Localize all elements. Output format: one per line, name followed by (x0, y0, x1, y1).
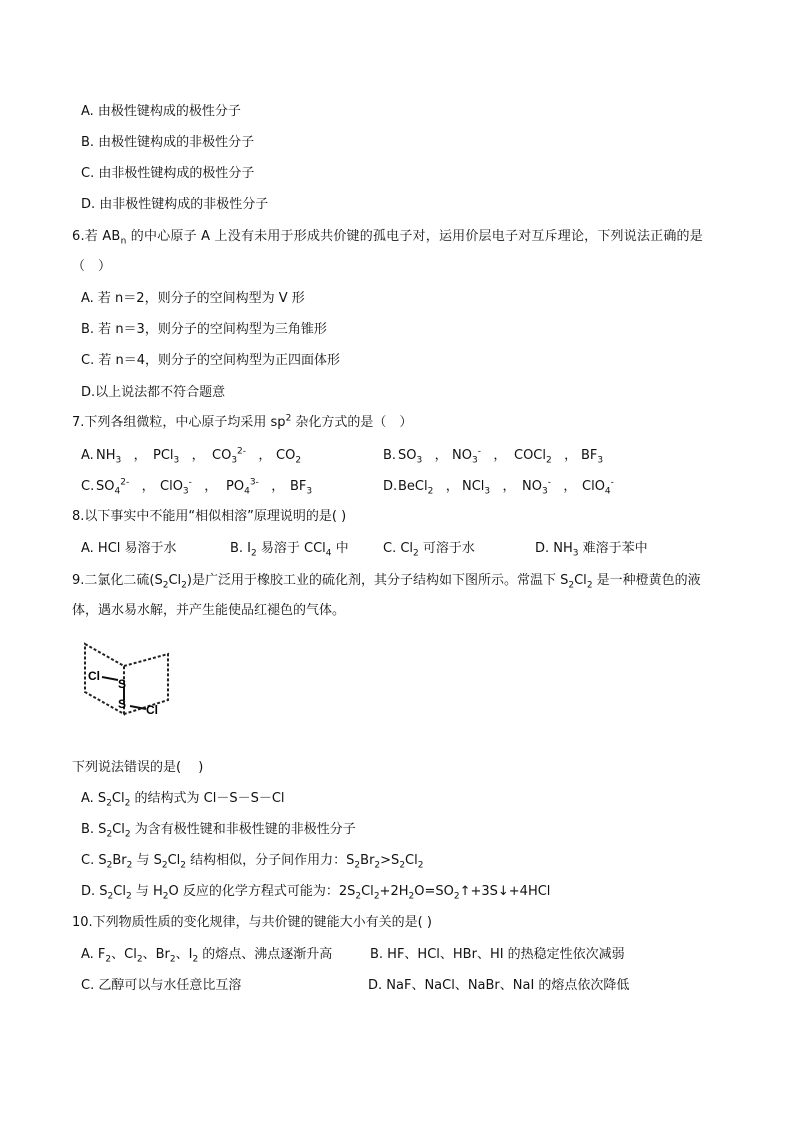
q7-b-item: $BF_3$ (581, 448, 604, 466)
q7-row-cd (0, 478, 794, 496)
q7-b-label: B. (383, 448, 397, 463)
q7-c-item: $PO_4^{3-}$ ， (226, 477, 285, 497)
q7-a-item: $CO_2$ (276, 448, 302, 466)
q7-d-label: D. (383, 479, 398, 494)
q7-b-item: $NO_3^-$ ， (452, 446, 507, 466)
q7-c-label: C. (81, 479, 95, 494)
q6-option-c: C. 若 n＝4，则分子的空间构型为正四面体形 (81, 353, 340, 368)
q7-a-item: $CO_3^{2-}$ ， (212, 446, 272, 466)
q10-option-d: D. NaF、NaCl、NaBr、NaI 的熔点依次降低 (368, 978, 630, 993)
q10-option-c: C. 乙醇可以与水任意比互溶 (81, 978, 242, 993)
q8-option-a: A. HCl 易溶于水 (81, 541, 177, 556)
bond-cl-s (102, 677, 118, 680)
q7-d-item: ClO$_4$- (582, 477, 614, 497)
q5-option-a: A. 由极性键构成的极性分子 (81, 104, 241, 119)
q7-a-item: $NH_3$ ， (96, 448, 147, 466)
q8-option-c: C. $Cl_2$ 可溶于水 (383, 541, 475, 559)
q9-stem-line2: 体，遇水易水解，并产生能使品红褪色的气体。 (72, 603, 346, 618)
q7-stem: 7.下列各组微粒，中心原子均采用 $sp^2$ 杂化方式的是（ ） (72, 413, 413, 430)
atom-cl-right: Cl (146, 703, 158, 717)
q8-options (0, 540, 794, 558)
q6-stem: 6.若 $AB_n$ 的中心原子 A 上没有未用于形成共价键的孤电子对，运用价层电子对互斥理论，下列说法正确的是 (72, 229, 703, 247)
q10-row-ab (0, 946, 794, 964)
s2cl2-structure-diagram (80, 640, 176, 730)
q7-c-item: ClO$_3$- ， (160, 477, 218, 497)
q7-d-item: $NO_3^-$ ， (522, 477, 577, 497)
q5-option-c: C. 由非极性键构成的极性分子 (81, 166, 255, 181)
q10-option-b: B. HF、HCl、HBr、HI 的热稳定性依次减弱 (370, 947, 625, 962)
q7-d-item: NCl$_3$ ， (462, 479, 516, 497)
atom-cl-left: Cl (88, 669, 100, 683)
q7-b-item: $SO_3$ ， (398, 448, 448, 466)
q7-a-item: PCl$_3$ ， (153, 448, 205, 466)
q10-row-cd (0, 977, 794, 995)
q9-option-d: D. $S_2Cl_2$ 与 $H_2O$ 反应的化学方程式可能为：$2S_2Cl_2+2H_2O=SO_2↑+3S↓+4HCl$ (81, 884, 551, 902)
q7-row-ab (0, 447, 794, 465)
q7-b-item: COCl$_2$ ， (514, 448, 578, 466)
q9-ask: 下列说法错误的是( ) (72, 760, 204, 775)
q7-c-item: $BF_3$ (290, 479, 313, 497)
q5-option-d: D. 由非极性键构成的非极性分子 (81, 197, 269, 212)
q5-option-b: B. 由极性键构成的非极性分子 (81, 135, 255, 150)
q9-option-b: B. $S_2Cl_2$ 为含有极性键和非极性键的非极性分子 (81, 822, 356, 840)
q7-d-item: BeCl$_2$ ， (398, 479, 459, 497)
q9-option-c: C. $S_2Br_2$ 与 $S_2Cl_2$ 结构相似，分子间作用力：$S_2Br_2>S_2Cl_2$ (81, 853, 424, 871)
atom-s-bottom: S (118, 697, 127, 711)
q8-option-d: D. $NH_3$ 难溶于苯中 (535, 541, 648, 559)
q10-option-a: A. $F_2$、$Cl_2$、$Br_2$、$I_2$ 的熔点、沸点逐渐升高 (81, 947, 333, 965)
q9-option-a: A. $S_2Cl_2$ 的结构式为 Cl－S－S－Cl (81, 791, 285, 809)
q9-stem-line1: 9.二氯化二硫$(S_2Cl_2)$是广泛用于橡胶工业的硫化剂，其分子结构如下图所示。常温下 $S_2Cl_2$ 是一种橙黄色的液 (72, 573, 701, 591)
q6-blank: （ ） (72, 259, 112, 274)
q8-stem: 8.以下事实中不能用“相似相溶”原理说明的是( ) (72, 509, 347, 524)
q6-option-b: B. 若 n＝3，则分子的空间构型为三角锥形 (81, 322, 327, 337)
q8-option-b: B. $I_2$ 易溶于 CCl$_4$ 中 (230, 541, 349, 559)
q7-a-label: A. (81, 448, 94, 463)
q10-stem: 10.下列物质性质的变化规律，与共价键的键能大小有关的是( ) (72, 915, 432, 930)
q6-option-d: D.以上说法都不符合题意 (81, 385, 226, 400)
atom-s-top: S (118, 677, 127, 691)
q6-option-a: A. 若 n＝2，则分子的空间构型为 V 形 (81, 291, 305, 306)
q7-c-item: $SO_4^{2-}$ ， (96, 477, 155, 497)
